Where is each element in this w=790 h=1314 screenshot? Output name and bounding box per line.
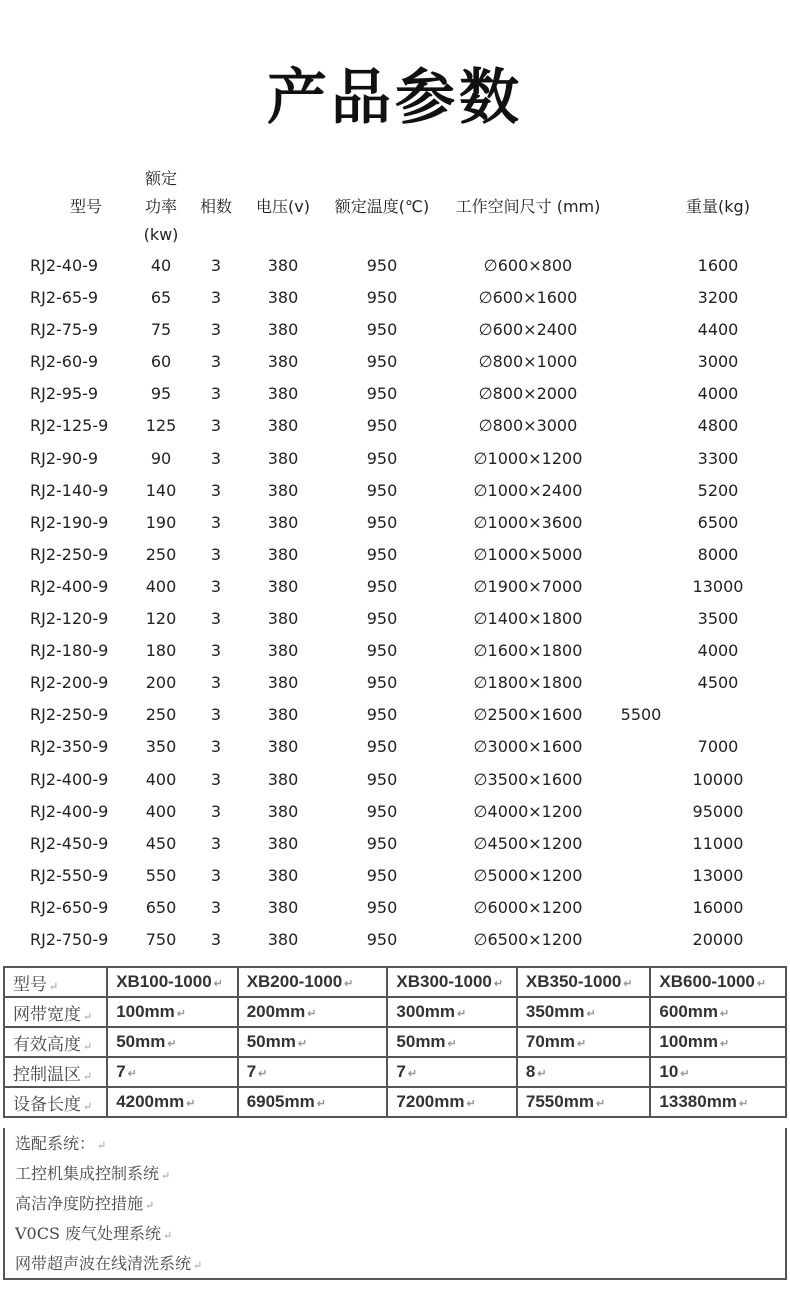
row-temp: 950	[366, 769, 398, 789]
table-row	[0, 667, 790, 699]
row-temp: 950	[366, 673, 398, 693]
row-voltage: 380	[267, 673, 299, 693]
row-temp: 950	[366, 705, 398, 725]
row-model: RJ2-190-9	[30, 512, 109, 532]
row-phase: 3	[210, 801, 222, 821]
table-row	[0, 314, 790, 346]
row-temp: 950	[366, 576, 398, 596]
table-cell: 4200mm ↵	[107, 1087, 238, 1117]
row-phase: 3	[210, 929, 222, 949]
row-power: 125	[145, 416, 177, 436]
header-power: 额定 功率 (kw)	[143, 169, 179, 244]
row-temp: 950	[366, 352, 398, 372]
table-cell: 7 ↵	[238, 1057, 388, 1087]
row-temp: 950	[366, 801, 398, 821]
table-cell: 350mm ↵	[517, 997, 651, 1027]
row-temp: 950	[366, 544, 398, 564]
row-model: RJ2-400-9	[30, 576, 109, 596]
row-weight: 3300	[697, 448, 739, 468]
table-row	[0, 892, 790, 924]
row-power: 120	[145, 609, 177, 629]
row-phase: 3	[210, 641, 222, 661]
belt-spec-table	[3, 966, 787, 1118]
row-temp: 950	[366, 609, 398, 629]
row-size: ∅4500×1200	[473, 833, 583, 853]
table-row	[0, 699, 790, 731]
table-cell: 50mm ↵	[238, 1027, 388, 1057]
row-weight: 6500	[697, 512, 739, 532]
row-temp: 950	[366, 256, 398, 275]
row-weight: 4400	[697, 320, 739, 340]
header-weight: 重量(kg)	[686, 197, 750, 216]
row-voltage: 380	[267, 865, 299, 885]
table-cell: XB300-1000 ↵	[387, 967, 516, 997]
row-voltage: 380	[267, 416, 299, 436]
row-label: 网带宽度 ↵	[4, 997, 107, 1027]
row-voltage: 380	[267, 320, 299, 340]
row-weight: 5500	[620, 705, 662, 725]
row-power: 140	[145, 480, 177, 500]
row-phase: 3	[210, 897, 222, 917]
row-voltage: 380	[267, 288, 299, 308]
row-power: 250	[145, 705, 177, 725]
row-power: 190	[145, 512, 177, 532]
row-power: 400	[145, 576, 177, 596]
spec-table-body	[0, 250, 790, 956]
row-size: ∅800×2000	[478, 384, 578, 404]
row-model: RJ2-65-9	[30, 288, 99, 308]
row-temp: 950	[366, 416, 398, 436]
row-power: 400	[145, 769, 177, 789]
row-weight: 3000	[697, 352, 739, 372]
table-row	[4, 1057, 786, 1087]
row-voltage: 380	[267, 769, 299, 789]
row-size: ∅4000×1200	[473, 801, 583, 821]
row-power: 180	[145, 641, 177, 661]
row-power: 60	[150, 352, 172, 372]
option-item: V0CS 废气处理系统 ↵	[15, 1224, 173, 1243]
table-row	[0, 635, 790, 667]
table-row	[0, 539, 790, 571]
row-weight: 10000	[692, 769, 744, 789]
row-weight: 95000	[692, 801, 744, 821]
row-label: 有效高度 ↵	[4, 1027, 107, 1057]
table-row	[0, 250, 790, 282]
row-power: 75	[150, 320, 172, 340]
row-voltage: 380	[267, 929, 299, 949]
row-power: 250	[145, 544, 177, 564]
row-temp: 950	[366, 929, 398, 949]
table-row	[0, 346, 790, 378]
table-row	[0, 860, 790, 892]
option-item: 工控机集成控制系统 ↵	[15, 1164, 171, 1183]
row-size: ∅800×3000	[478, 416, 578, 436]
row-voltage: 380	[267, 256, 299, 275]
row-phase: 3	[210, 833, 222, 853]
row-weight: 4800	[697, 416, 739, 436]
row-power: 550	[145, 865, 177, 885]
row-voltage: 380	[267, 705, 299, 725]
table-row	[4, 967, 786, 997]
table-cell: 50mm ↵	[107, 1027, 238, 1057]
table-cell: 70mm ↵	[517, 1027, 651, 1057]
row-voltage: 380	[267, 641, 299, 661]
row-power: 350	[145, 737, 177, 757]
table-cell: 300mm ↵	[387, 997, 516, 1027]
row-weight: 11000	[692, 833, 744, 853]
row-model: RJ2-400-9	[30, 769, 109, 789]
row-phase: 3	[210, 673, 222, 693]
row-temp: 950	[366, 288, 398, 308]
table-row	[0, 475, 790, 507]
row-weight: 4000	[697, 384, 739, 404]
row-temp: 950	[366, 897, 398, 917]
table-cell: XB600-1000 ↵	[650, 967, 786, 997]
row-temp: 950	[366, 480, 398, 500]
table-cell: XB100-1000 ↵	[107, 967, 238, 997]
row-label: 型号 ↵	[4, 967, 107, 997]
row-power: 90	[150, 448, 172, 468]
table-row	[4, 1027, 786, 1057]
table-cell: 100mm ↵	[107, 997, 238, 1027]
spec-table-header	[0, 164, 790, 250]
row-phase: 3	[210, 769, 222, 789]
row-phase: 3	[210, 512, 222, 532]
header-model: 型号	[69, 197, 102, 216]
row-voltage: 380	[267, 897, 299, 917]
row-size: ∅1000×1200	[473, 448, 583, 468]
table-row	[0, 603, 790, 635]
option-item: 网带超声波在线清洗系统 ↵	[15, 1254, 203, 1273]
header-voltage: 电压(v)	[256, 197, 310, 216]
row-voltage: 380	[267, 801, 299, 821]
row-voltage: 380	[267, 352, 299, 372]
row-power: 450	[145, 833, 177, 853]
row-power: 65	[150, 288, 172, 308]
row-power: 400	[145, 801, 177, 821]
row-phase: 3	[210, 352, 222, 372]
table-cell: 100mm ↵	[650, 1027, 786, 1057]
table-row	[0, 764, 790, 796]
row-temp: 950	[366, 512, 398, 532]
page-title: 产品参数	[267, 63, 523, 133]
table-row	[4, 997, 786, 1027]
row-size: ∅3000×1600	[473, 737, 583, 757]
row-model: RJ2-40-9	[30, 256, 99, 275]
row-temp: 950	[366, 865, 398, 885]
table-cell: 7 ↵	[107, 1057, 238, 1087]
row-phase: 3	[210, 705, 222, 725]
table-row	[0, 282, 790, 314]
table-cell: 50mm ↵	[387, 1027, 516, 1057]
row-size: ∅1000×3600	[473, 512, 583, 532]
table-row	[0, 378, 790, 410]
table-cell: 600mm ↵	[650, 997, 786, 1027]
row-weight: 7000	[697, 737, 739, 757]
row-size: ∅800×1000	[478, 352, 578, 372]
row-size: ∅1900×7000	[473, 576, 583, 596]
spec-table	[0, 164, 790, 956]
header-phase: 相数	[199, 197, 232, 216]
row-voltage: 380	[267, 480, 299, 500]
row-temp: 950	[366, 641, 398, 661]
row-size: ∅1600×1800	[473, 641, 583, 661]
row-phase: 3	[210, 865, 222, 885]
row-model: RJ2-140-9	[30, 480, 109, 500]
row-weight: 3200	[697, 288, 739, 308]
row-model: RJ2-550-9	[30, 865, 109, 885]
row-voltage: 380	[267, 512, 299, 532]
row-model: RJ2-650-9	[30, 897, 109, 917]
row-model: RJ2-60-9	[30, 352, 99, 372]
row-size: ∅1400×1800	[473, 609, 583, 629]
table-cell: 13380mm ↵	[650, 1087, 786, 1117]
row-size: ∅1000×5000	[473, 544, 583, 564]
row-model: RJ2-200-9	[30, 673, 109, 693]
row-weight: 20000	[692, 929, 744, 949]
table-row	[0, 571, 790, 603]
row-model: RJ2-125-9	[30, 416, 109, 436]
row-power: 750	[145, 929, 177, 949]
row-temp: 950	[366, 384, 398, 404]
row-voltage: 380	[267, 448, 299, 468]
table-cell: 7 ↵	[387, 1057, 516, 1087]
row-size: ∅600×2400	[478, 320, 578, 340]
option-item: 高洁净度防控措施 ↵	[15, 1194, 155, 1213]
row-voltage: 380	[267, 737, 299, 757]
table-row	[0, 410, 790, 442]
table-row	[0, 731, 790, 763]
row-phase: 3	[210, 384, 222, 404]
row-model: RJ2-180-9	[30, 641, 109, 661]
row-size: ∅600×1600	[478, 288, 578, 308]
row-model: RJ2-350-9	[30, 737, 109, 757]
row-weight: 4000	[697, 641, 739, 661]
row-weight: 5200	[697, 480, 739, 500]
row-temp: 950	[366, 320, 398, 340]
row-size: ∅600×800	[483, 256, 573, 275]
options-heading: 选配系统： ↵	[15, 1134, 107, 1153]
row-voltage: 380	[267, 609, 299, 629]
row-temp: 950	[366, 448, 398, 468]
row-model: RJ2-120-9	[30, 609, 109, 629]
table-cell: 200mm ↵	[238, 997, 388, 1027]
row-phase: 3	[210, 256, 222, 275]
table-row	[0, 924, 790, 956]
row-phase: 3	[210, 576, 222, 596]
row-weight: 3500	[697, 609, 739, 629]
row-size: ∅1000×2400	[473, 480, 583, 500]
row-weight: 8000	[697, 544, 739, 564]
row-size: ∅5000×1200	[473, 865, 583, 885]
row-label: 设备长度 ↵	[4, 1087, 107, 1117]
row-model: RJ2-95-9	[30, 384, 99, 404]
table-cell: 10 ↵	[650, 1057, 786, 1087]
row-model: RJ2-90-9	[30, 448, 99, 468]
row-weight: 4500	[697, 673, 739, 693]
row-weight: 13000	[692, 576, 744, 596]
header-size: 工作空间尺寸 (mm)	[455, 197, 601, 216]
row-temp: 950	[366, 737, 398, 757]
row-phase: 3	[210, 609, 222, 629]
table-cell: XB350-1000 ↵	[517, 967, 651, 997]
row-model: RJ2-750-9	[30, 929, 109, 949]
row-phase: 3	[210, 544, 222, 564]
row-power: 40	[150, 256, 172, 275]
row-phase: 3	[210, 288, 222, 308]
row-weight: 16000	[692, 897, 744, 917]
row-model: RJ2-250-9	[30, 705, 109, 725]
row-label: 控制温区 ↵	[4, 1057, 107, 1087]
row-weight: 13000	[692, 865, 744, 885]
row-phase: 3	[210, 416, 222, 436]
row-voltage: 380	[267, 576, 299, 596]
row-voltage: 380	[267, 833, 299, 853]
row-size: ∅6000×1200	[473, 897, 583, 917]
row-voltage: 380	[267, 544, 299, 564]
row-power: 95	[150, 384, 172, 404]
row-phase: 3	[210, 737, 222, 757]
row-model: RJ2-450-9	[30, 833, 109, 853]
row-model: RJ2-250-9	[30, 544, 109, 564]
options-panel	[3, 1128, 787, 1280]
table-cell: 7550mm ↵	[517, 1087, 651, 1117]
table-row	[0, 796, 790, 828]
row-size: ∅1800×1800	[473, 673, 583, 693]
table-row	[0, 443, 790, 475]
row-weight: 1600	[697, 256, 739, 275]
table-row	[0, 828, 790, 860]
table-cell: 8 ↵	[517, 1057, 651, 1087]
table-cell: XB200-1000 ↵	[238, 967, 388, 997]
row-model: RJ2-75-9	[30, 320, 99, 340]
table-row	[0, 507, 790, 539]
row-phase: 3	[210, 480, 222, 500]
row-phase: 3	[210, 320, 222, 340]
row-model: RJ2-400-9	[30, 801, 109, 821]
row-size: ∅2500×1600	[473, 705, 583, 725]
table-cell: 7200mm ↵	[387, 1087, 516, 1117]
header-temp: 额定温度(℃)	[334, 197, 430, 216]
row-voltage: 380	[267, 384, 299, 404]
table-cell: 6905mm ↵	[238, 1087, 388, 1117]
table-row	[4, 1087, 786, 1117]
row-power: 200	[145, 673, 177, 693]
row-size: ∅3500×1600	[473, 769, 583, 789]
row-power: 650	[145, 897, 177, 917]
row-temp: 950	[366, 833, 398, 853]
row-size: ∅6500×1200	[473, 929, 583, 949]
row-phase: 3	[210, 448, 222, 468]
